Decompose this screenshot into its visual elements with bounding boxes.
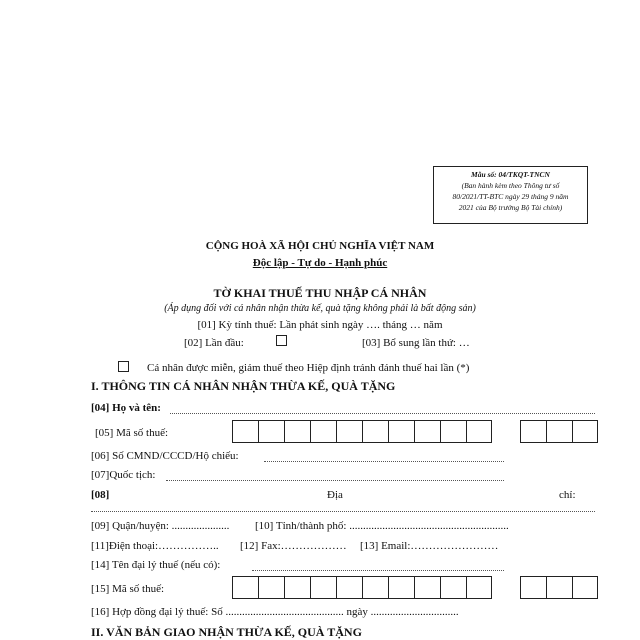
tax-code-cell[interactable] — [232, 420, 258, 443]
field-09-district: [09] Quận/huyện: ..................... — [91, 520, 230, 532]
treaty-exemption-label: Cá nhân được miễn, giảm thuế theo Hiệp định tránh đánh thuế hai lần (*) — [147, 362, 470, 374]
field-14-input-line[interactable] — [252, 570, 504, 571]
form-number: Mẫu số: 04/TKQT-TNCN — [471, 170, 550, 179]
form-legal-basis-1: (Ban hành kèm theo Thông tư số — [461, 181, 560, 190]
field-06-input-line[interactable] — [264, 461, 504, 462]
agent-tax-code-cell[interactable] — [466, 576, 492, 599]
field-03-supplement-label: [03] Bổ sung lần thứ: … — [362, 337, 470, 349]
form-legal-basis-2: 80/2021/TT-BTC ngày 29 tháng 9 năm — [452, 192, 569, 201]
field-08-label: [08] — [91, 489, 110, 501]
nation-motto: Độc lập - Tự do - Hạnh phúc — [252, 257, 388, 269]
agent-tax-code-cell[interactable] — [336, 576, 362, 599]
tax-code-cell[interactable] — [284, 420, 310, 443]
field-07-input-line[interactable] — [166, 480, 504, 481]
agent-tax-code-cell[interactable] — [258, 576, 284, 599]
field-08-input-line[interactable] — [91, 511, 595, 512]
section-1-title: I. THÔNG TIN CÁ NHÂN NHẬN THỪA KẾ, QUÀ TẶNG — [91, 379, 396, 393]
agent-tax-code-cell[interactable] — [440, 576, 466, 599]
agent-tax-code-cell[interactable] — [284, 576, 310, 599]
form-legal-basis-3: 2021 của Bộ trưởng Bộ Tài chính) — [458, 203, 563, 212]
tax-code-cell[interactable] — [362, 420, 388, 443]
tax-code-cell[interactable] — [258, 420, 284, 443]
nation-title: CỘNG HOÀ XÃ HỘI CHỦ NGHĨA VIỆT NAM — [205, 240, 435, 252]
branch-code-cell[interactable] — [520, 420, 546, 443]
first-time-checkbox[interactable] — [276, 335, 287, 346]
field-05-tax-code-cells[interactable] — [232, 420, 492, 443]
agent-branch-code-cell[interactable] — [520, 576, 546, 599]
field-15-label: [15] Mã số thuế: — [91, 583, 165, 595]
field-15-branch-code-cells[interactable] — [520, 576, 598, 599]
field-06-label: [06] Số CMND/CCCD/Hộ chiếu: — [91, 450, 239, 462]
tax-code-cell[interactable] — [466, 420, 492, 443]
agent-tax-code-cell[interactable] — [388, 576, 414, 599]
form-subtitle: (Áp dụng đối với cá nhân nhận thừa kế, quà tặng không phải là bất động sản) — [164, 303, 476, 314]
field-05-branch-code-cells[interactable] — [520, 420, 598, 443]
treaty-exemption-checkbox[interactable] — [118, 361, 129, 372]
field-05-label: [05] Mã số thuế: — [95, 427, 169, 439]
field-10-province: [10] Tỉnh/thành phố: .......................................................... — [255, 520, 509, 532]
field-08-label-mid: Địa — [327, 489, 343, 501]
tax-code-cell[interactable] — [440, 420, 466, 443]
field-01-tax-period: [01] Kỳ tính thuế: Lần phát sinh ngày …. tháng … năm — [197, 319, 443, 331]
field-16-agent-contract: [16] Hợp đồng đại lý thuế: Số ........................................... ngày ................................ — [91, 606, 459, 618]
agent-branch-code-cell[interactable] — [572, 576, 598, 599]
tax-code-cell[interactable] — [336, 420, 362, 443]
field-11-phone: [11]Điện thoại:…………….. — [91, 540, 219, 552]
agent-tax-code-cell[interactable] — [414, 576, 440, 599]
tax-code-cell[interactable] — [310, 420, 336, 443]
agent-tax-code-cell[interactable] — [362, 576, 388, 599]
field-02-first-time-label: [02] Lần đầu: — [184, 337, 244, 349]
field-07-label: [07]Quốc tịch: — [91, 469, 156, 481]
field-12-fax: [12] Fax:……………… — [240, 540, 347, 552]
form-title: TỜ KHAI THUẾ THU NHẬP CÁ NHÂN — [213, 286, 427, 300]
form-number-box — [433, 166, 588, 224]
field-13-email: [13] Email:…………………… — [360, 540, 499, 552]
tax-code-cell[interactable] — [414, 420, 440, 443]
section-2-title: II. VĂN BẢN GIAO NHẬN THỪA KẾ, QUÀ TẶNG — [91, 625, 362, 639]
field-14-label: [14] Tên đại lý thuế (nếu có): — [91, 559, 221, 571]
branch-code-cell[interactable] — [572, 420, 598, 443]
branch-code-cell[interactable] — [546, 420, 572, 443]
agent-tax-code-cell[interactable] — [232, 576, 258, 599]
field-04-input-line[interactable] — [170, 413, 595, 414]
field-15-tax-code-cells[interactable] — [232, 576, 492, 599]
nation-motto-wrap — [0, 257, 640, 269]
tax-code-cell[interactable] — [388, 420, 414, 443]
agent-branch-code-cell[interactable] — [546, 576, 572, 599]
field-04-label: [04] Họ và tên: — [91, 402, 161, 414]
field-08-label-right: chỉ: — [559, 489, 576, 501]
agent-tax-code-cell[interactable] — [310, 576, 336, 599]
